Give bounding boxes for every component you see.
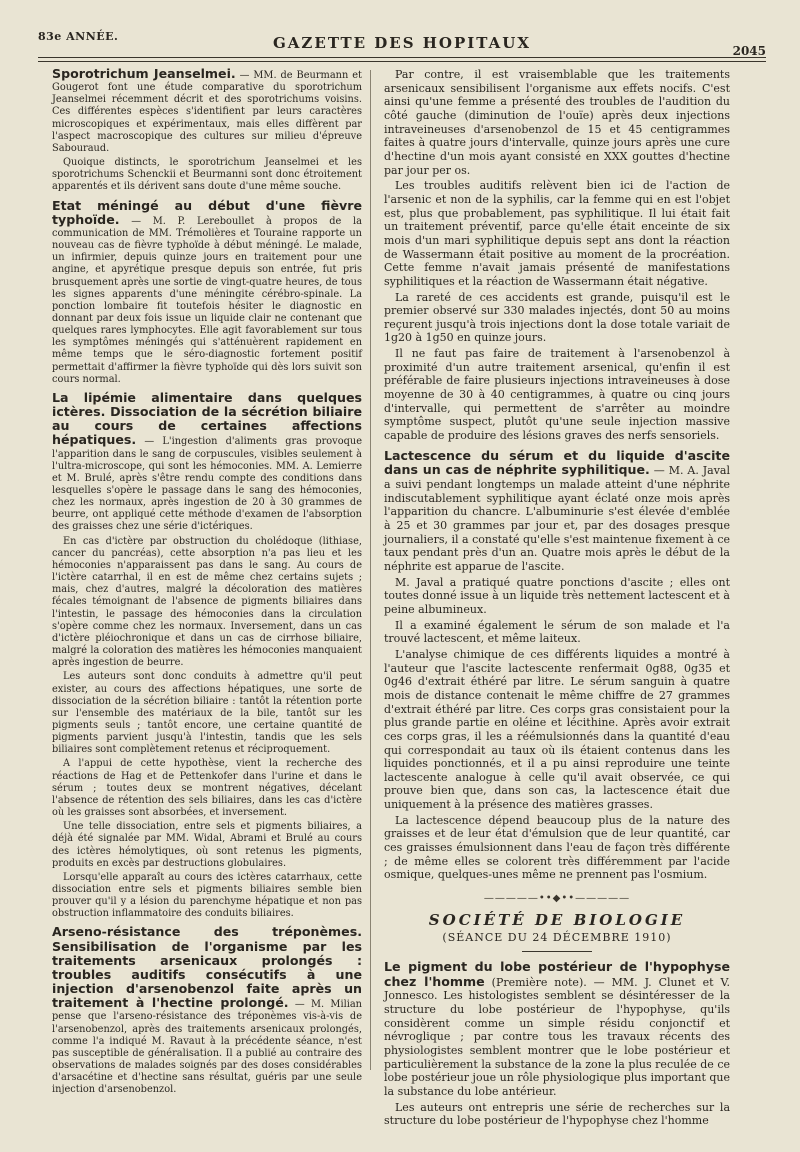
article-title: Etat méningé au début d'une fièvre typhoïde. xyxy=(52,197,362,227)
page-number: 2045 xyxy=(732,44,766,58)
column-divider xyxy=(370,70,371,1070)
left-column xyxy=(52,68,362,1099)
paragraph: En cas d'ictère par obstruction du cholédoque (lithiase, cancer du pancréas), cette absorption n'a pas lieu et les hémoconies n'apparaissent pas dans le sang. Au cours de l'ictère catarrhal, il en est de même chez certains sujets ; mais, chez d'autres, malgré la décoloration des matières fécales témoignant de l'absence de pigments biliaires dans l'intestin, le passage des hémoconies dans la circulation s'opère comme chez les normaux. Inversement, dans un cas d'ictère pléiochronique et dans un cas de cirrhose biliaire, malgré la coloration des matières les hémoconies manquaient après ingestion de beurre. xyxy=(52,535,362,669)
page-header xyxy=(38,22,766,56)
article-title: Le pigment du lobe postérieur de l'hypophyse chez l'homme xyxy=(384,959,730,989)
short-rule xyxy=(522,951,592,952)
paragraph: Il a examiné également le sérum de son malade et l'a trouvé lactescent, et même laiteux. xyxy=(384,618,730,646)
paragraph: Lorsqu'elle apparaît au cours des ictères catarrhaux, cette dissociation entre sels et pigments biliaires semble bien prouver qu'il y a lésion du parenchyme hépatique et non pas obstruction inflammatoire des conduits biliaires. xyxy=(52,871,362,920)
right-column xyxy=(384,68,730,1130)
article-body: — MM. de Beurmann et Gougerot font une étude comparative du sporotrichum Jeanselmei récemment décrit et des sporotrichums voisins. Ces différentes espèces s'identifient par leurs caractères microscopiques et expérimentaux, mais elles diffèrent par l'aspect macroscopique des cultures sur milieu d'épreuve Sabouraud. xyxy=(52,70,362,154)
seance-date: (SÉANCE DU 24 DÉCEMBRE 1910) xyxy=(442,931,672,945)
article-body: — M. P. Lereboullet à propos de la communication de MM. Trémolières et Touraine rapporte un nouveau cas de fièvre typhoïde à début méningé. Le malade, un infirmier, depuis quinze jours en traitement pour une angine, et apyrétique presque depuis son entrée, fut pris brusquement après une sortie de vingt-quatre heures, de tous les signes apparents d'une méningite cérébro-spinale. La ponction lombaire fit toutefois hésiter le diagnostic en donnant par deux fois issue un liquide clair ne contenant que quelques rares lymphocytes. Elle agit favorablement sur tous les symptômes méningés qui s'atténuèrent rapidement en même temps que le séro-diagnostic fortement positif permettait d'affirmer la fièvre typhoïde qui dès lors suivit son cours normal. xyxy=(52,215,362,385)
article-title: Arseno-résistance des tréponèmes. Sensibilisation de l'organisme par les traitements arsenicaux prolongés : troubles auditifs consécutifs à une injection d'arsenobenzol faite après un traitement à l'hectine prolongé. xyxy=(52,924,362,1011)
paragraph: Il ne faut pas faire de traitement à l'arsenobenzol à proximité d'un autre traitement arsenical, qu'enfin il est préférable de faire plusieurs injections intraveineuses à dose moyenne de 30 à 40 centigrammes, à quatre ou cinq jours d'intervalle, qui permettent de s'arrêter au moindre symptôme suspect, plutôt qu'une seule injection massive capable de produire des lésions graves des nerfs sensoriels. xyxy=(384,347,730,443)
paragraph: Les auteurs ont entrepris une série de recherches sur la structure du lobe postérieur de l'hypophyse chez l'homme xyxy=(384,1100,730,1128)
paragraph: La lactescence dépend beaucoup plus de la nature des graisses et de leur état d'émulsion que de leur quantité, car ces graisses émulsionnent dans l'eau de façon très différente ; de même elles se colorent très différemment par l'acide osmique, quelques-unes même ne prennent pas l'osmium. xyxy=(384,813,730,882)
journal-title: GAZETTE DES HOPITAUX xyxy=(272,34,531,52)
paragraph: La rareté de ces accidents est grande, puisqu'il est le premier observé sur 330 malades injectés, dont 50 au moins reçurent jusqu'à trois injections dont la dose totale variait de 1g20 à 1g50 en quinze jours. xyxy=(384,290,730,345)
year-label: 83e ANNÉE. xyxy=(38,30,119,43)
section-ornament: —————••◆••————— xyxy=(483,893,631,905)
article-arseno-resistance xyxy=(52,926,362,1096)
header-rule-thin xyxy=(38,61,766,62)
paragraph: Les auteurs sont donc conduits à admettre qu'il peut exister, au cours des affections hépatiques, une sorte de dissociation de la sécrétion biliaire : tantôt la rétention porte sur l'ensemble des matériaux de la bile, tantôt sur les pigments seuls ; tantôt encore, une certaine quantité de pigments parvient jusqu'à l'intestin, tandis que les sels biliaires sont complètement retenus et réciproquement. xyxy=(52,671,362,756)
article-lipemie xyxy=(52,389,362,534)
article-lactescence xyxy=(384,449,730,574)
article-title: Lactescence du sérum et du liquide d'ascite dans un cas de néphrite syphilitique. xyxy=(384,447,730,478)
paragraph: A l'appui de cette hypothèse, vient la recherche des réactions de Hag et de Pettenkofer dans l'urine et dans le sérum ; toutes deux se montrent négatives, décelant l'absence de rétention des sels biliaires, dans les cas d'ictère où les graisses sont absorbées, et inversement. xyxy=(52,758,362,819)
paragraph: Les troubles auditifs relèvent bien ici de l'action de l'arsenic et non de la syphilis, car la femme qui en est l'objet est, plus que probablement, pas syphilitique. Il lui était fait un traitement préventif, parce qu'elle était enceinte de six mois d'un mari syphilitique depuis sept ans dont la réaction de Wassermann était positive au moment de la procréation. Cette femme n'avait jamais présenté de manifestations syphilitiques et la réaction de Wassermann était négative. xyxy=(384,179,730,288)
article-title: La lipémie alimentaire dans quelques ictères. Dissociation de la sécrétion biliaire au cours de certaines affections hépatiques. xyxy=(52,389,362,448)
article-body: — M. Milian pense que l'arseno-résistance des tréponèmes vis-à-vis de l'arsenobenzol, après des traitements arsenicaux prolongés, comme l'a indiqué M. Ravaut à la précédente séance, n'est pas susceptible de généralisation. Il a publié au contraire des observations de malades soignés par des doses considérables d'arsacétine et d'hectine sans résultat, guéris par une seule injection d'arsenobenzol. xyxy=(52,999,362,1096)
article-sporotrichum xyxy=(52,68,362,155)
paragraph: L'analyse chimique de ces différents liquides a montré à l'auteur que l'ascite lactescente renfermait 0g88, 0g35 et 0g46 d'extrait éthéré par litre. Le sérum sanguin à quatre mois de distance contenait le même chiffre de 27 grammes d'extrait éthéré par litre. Ces corps gras consistaient pour la plus grande partie en oléine et lécithine. Après avoir extrait ces corps gras, il les a réémulsionnés dans la quantité d'eau qui correspondait au taux où ils étaient contenus dans les liquides ponctionnés, et il a pu ainsi reproduire une teinte lactescente analogue à celle qu'il avait observée, ce qui prouve bien que, dans son cas, la lactescence était due uniquement à la présence des matières grasses. xyxy=(384,647,730,812)
paragraph: Une telle dissociation, entre sels et pigments biliaires, a déjà été signalée par MM. Widal, Abrami et Brulé au cours des ictères hémolytiques, où sont retenus les pigments, produits en excès par destructions globulaires. xyxy=(52,821,362,869)
article-body: (Première note). — MM. J. Clunet et V. Jonnesco. Les histologistes semblent se désintéresser de la structure du lobe postérieur de l'hypophyse, qu'ils considèrent comme un simple résidu conjonctif et névroglique ; par contre tous les travaux récents des physiologistes semblent montrer que le lobe postérieur et particulièrement la substance de la zone la plus reculée de ce lobe postérieur joue un rôle physiologique plus important que la substance du lobe antérieur. xyxy=(384,975,730,1098)
paragraph: Quoique distincts, le sporotrichum Jeanselmei et les sporotrichums Schenckii et Beurmanni sont donc étroitement apparentés et ils dérivent sans doute d'une même souche. xyxy=(52,157,362,193)
article-etat-meninge xyxy=(52,197,362,386)
header-rule-thick xyxy=(38,57,766,58)
article-body: — M. A. Javal a suivi pendant longtemps un malade atteint d'une néphrite indiscutablement syphilitique ayant éclaté onze mois après l'apparition du chancre. L'albuminurie s'est élevée d'emblée à 25 et 30 grammes par jour et, par des dosages presque journaliers, il a constaté qu'elle s'est maintenue fixement à ce taux pendant près d'un an. Quatre mois après le début de la néphrite est apparue de l'ascite. xyxy=(384,464,730,573)
paragraph: M. Javal a pratiqué quatre ponctions d'ascite ; elles ont toutes donné issue à un liquide très nettement lactescent et à peine albumineux. xyxy=(384,575,730,616)
article-body: — L'ingestion d'aliments gras provoque l'apparition dans le sang de corpuscules, visibles seulement à l'ultra-microscope, qui sont les hémoconies. MM. A. Lemierre et M. Brulé, après s'être rendu compte des conditions dans lesquelles s'opère le passage dans le sang des hémoconies, chez les normaux, après ingestion de 20 à 30 grammes de beurre, ont appliqué cette méthode d'examen de l'absorption des graisses chez une série d'ictériques. xyxy=(52,436,362,533)
article-title: Sporotrichum Jeanselmei. xyxy=(52,66,236,81)
paragraph: Par contre, il est vraisemblable que les traitements arsenicaux sensibilisent l'organisme aux effets nocifs. C'est ainsi qu'une femme a présenté des troubles de l'audition du côté gauche (diminution de l'ouïe) après deux injections intraveineuses d'arsenobenzol de 15 et 45 centigrammes faites à quatre jours d'intervalle, quinze jours après une cure d'hectine d'un mois ayant consisté en XXX gouttes d'hectine par jour per os. xyxy=(384,68,730,177)
section-title: SOCIÉTÉ DE BIOLOGIE xyxy=(428,910,686,929)
article-pigment-hypophyse xyxy=(384,960,730,1099)
